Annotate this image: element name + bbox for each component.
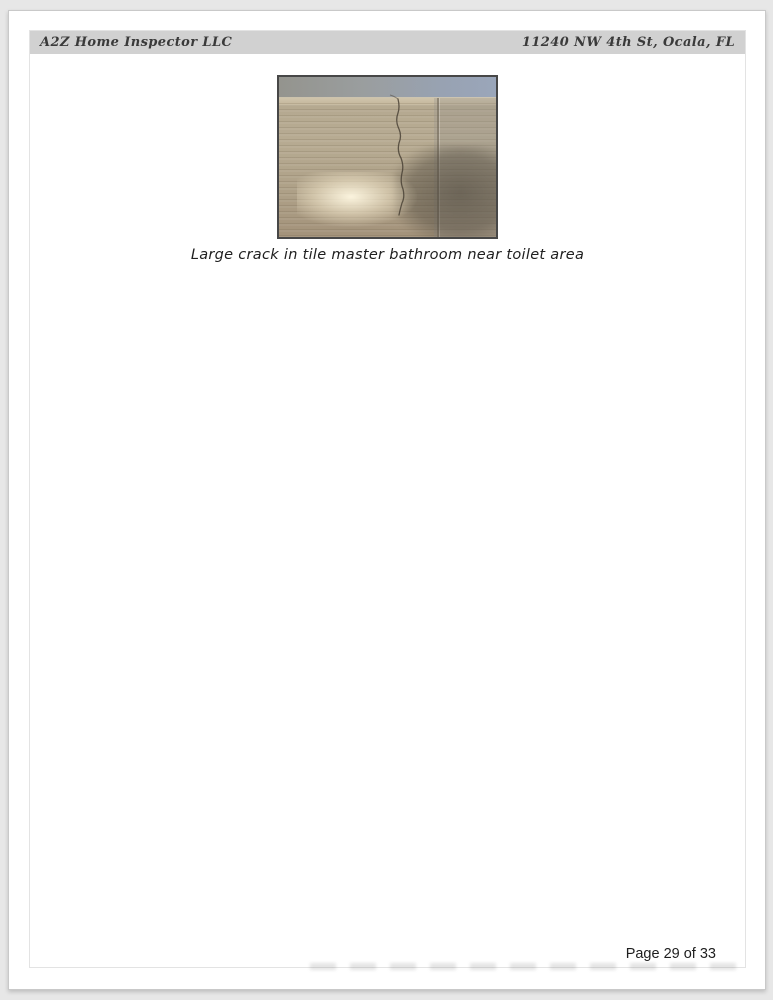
property-address: 11240 NW 4th St, Ocala, FL <box>521 35 735 50</box>
company-name: A2Z Home Inspector LLC <box>40 35 233 50</box>
report-page <box>8 10 766 990</box>
page-header <box>30 31 745 54</box>
inspection-photo <box>277 75 498 239</box>
tile-crack-mark <box>279 77 496 237</box>
content-frame <box>29 30 746 968</box>
photo-caption: Large crack in tile master bathroom near toilet area <box>190 247 585 263</box>
page-number: Page 29 of 33 <box>625 946 716 962</box>
scan-smudge-artifact <box>310 963 745 970</box>
